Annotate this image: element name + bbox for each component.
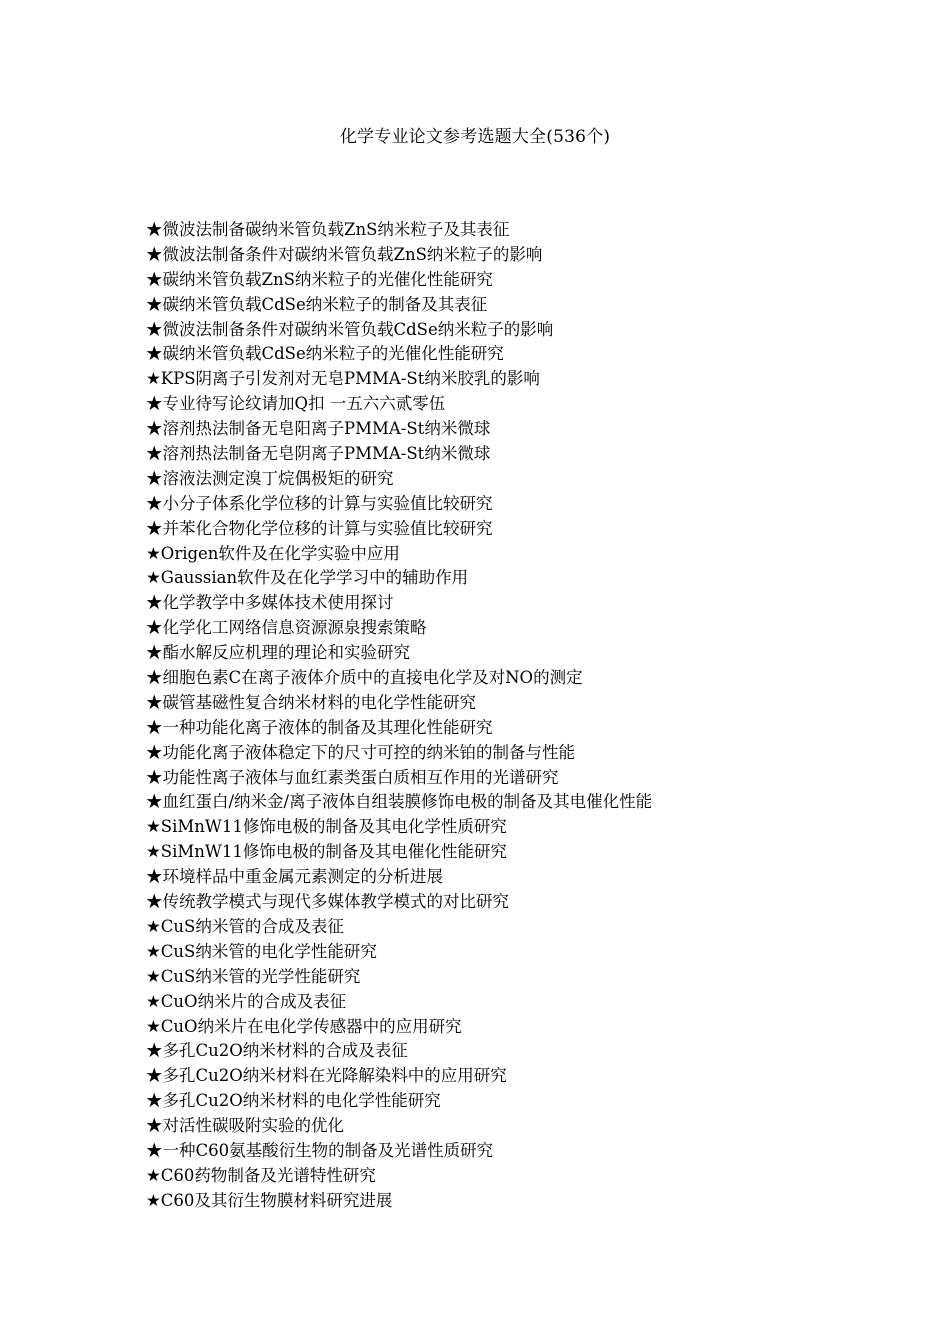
list-item: ★并苯化合物化学位移的计算与实验值比较研究 bbox=[146, 518, 493, 538]
list-item: ★溶剂热法制备无皂阳离子PMMA-St纳米微球 bbox=[146, 419, 491, 439]
list-item: ★Gaussian软件及在化学学习中的辅助作用 bbox=[146, 568, 469, 588]
list-item: ★碳纳米管负载CdSe纳米粒子的制备及其表征 bbox=[146, 294, 488, 314]
list-item: ★一种C60氨基酸衍生物的制备及光谱性质研究 bbox=[146, 1140, 494, 1160]
list-item: ★环境样品中重金属元素测定的分析进展 bbox=[146, 867, 443, 887]
list-item: ★多孔Cu2O纳米材料的电化学性能研究 bbox=[146, 1091, 441, 1111]
list-item: ★SiMnW11修饰电极的制备及其电催化性能研究 bbox=[146, 842, 507, 862]
list-item: ★一种功能化离子液体的制备及其理化性能研究 bbox=[146, 717, 493, 737]
list-item: ★KPS阴离子引发剂对无皂PMMA-St纳米胶乳的影响 bbox=[146, 369, 540, 389]
list-item: ★CuS纳米管的合成及表征 bbox=[146, 916, 344, 936]
list-item: ★碳纳米管负载CdSe纳米粒子的光催化性能研究 bbox=[146, 344, 504, 364]
list-item: ★SiMnW11修饰电极的制备及其电化学性质研究 bbox=[146, 817, 507, 837]
list-item: ★C60及其衍生物膜材料研究进展 bbox=[146, 1190, 393, 1210]
list-item: ★CuS纳米管的光学性能研究 bbox=[146, 966, 361, 986]
list-item: ★碳纳米管负载ZnS纳米粒子的光催化性能研究 bbox=[146, 269, 493, 289]
list-item: ★溶剂热法制备无皂阴离子PMMA-St纳米微球 bbox=[146, 444, 491, 464]
topic-list bbox=[146, 218, 906, 1214]
list-item: ★功能性离子液体与血红素类蛋白质相互作用的光谱研究 bbox=[146, 767, 559, 787]
list-item: ★专业待写论纹请加Q扣 一五六六贰零伍 bbox=[146, 394, 446, 414]
list-item: ★碳管基磁性复合纳米材料的电化学性能研究 bbox=[146, 692, 476, 712]
document-title: 化学专业论文参考选题大全(536个) bbox=[339, 127, 611, 147]
list-item: ★化学化工网络信息资源源泉搜索策略 bbox=[146, 618, 427, 638]
list-item: ★小分子体系化学位移的计算与实验值比较研究 bbox=[146, 493, 493, 513]
list-item: ★对活性碳吸附实验的优化 bbox=[146, 1116, 344, 1136]
list-item: ★微波法制备条件对碳纳米管负载CdSe纳米粒子的影响 bbox=[146, 319, 554, 339]
list-item: ★多孔Cu2O纳米材料的合成及表征 bbox=[146, 1041, 408, 1061]
list-item: ★CuO纳米片在电化学传感器中的应用研究 bbox=[146, 1016, 462, 1036]
list-item: ★功能化离子液体稳定下的尺寸可控的纳米铂的制备与性能 bbox=[146, 742, 575, 762]
list-item: ★C60药物制备及光谱特性研究 bbox=[146, 1165, 376, 1185]
list-item: ★Origen软件及在化学实验中应用 bbox=[146, 543, 400, 563]
list-item: ★CuO纳米片的合成及表征 bbox=[146, 991, 347, 1011]
list-item: ★多孔Cu2O纳米材料在光降解染料中的应用研究 bbox=[146, 1066, 507, 1086]
list-item: ★酯水解反应机理的理论和实验研究 bbox=[146, 643, 410, 663]
list-item: ★CuS纳米管的电化学性能研究 bbox=[146, 941, 377, 961]
list-item: ★溶液法测定溴丁烷偶极矩的研究 bbox=[146, 468, 394, 488]
list-item: ★血红蛋白/纳米金/离子液体自组装膜修饰电极的制备及其电催化性能 bbox=[146, 792, 653, 812]
list-item: ★传统教学模式与现代多媒体教学模式的对比研究 bbox=[146, 892, 509, 912]
list-item: ★微波法制备条件对碳纳米管负载ZnS纳米粒子的影响 bbox=[146, 244, 543, 264]
list-item: ★微波法制备碳纳米管负载ZnS纳米粒子及其表征 bbox=[146, 220, 510, 239]
list-item: ★化学教学中多媒体技术使用探讨 bbox=[146, 593, 394, 613]
list-item: ★细胞色素C在离子液体介质中的直接电化学及对NO的测定 bbox=[146, 668, 583, 688]
